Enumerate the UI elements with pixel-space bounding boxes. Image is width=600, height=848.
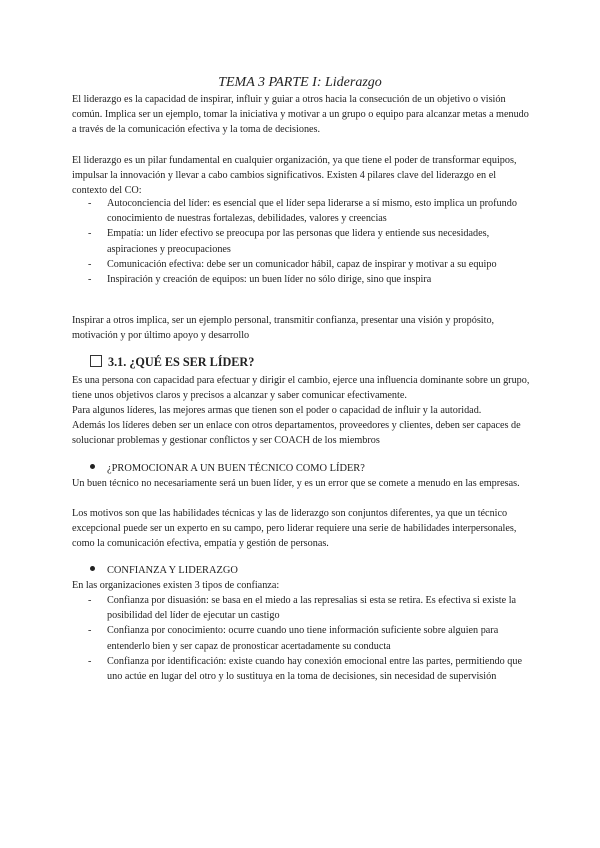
list-item: - Confianza por conocimiento: ocurre cuando uno tiene información suficiente sobre alguien para entenderlo bien y ser capaz de pronosticar acertadamente su conducta xyxy=(88,625,499,652)
intro-paragraph-2: El liderazgo es un pilar fundamental en cualquier organización, ya que tiene el poder de transformar equipos, impulsar la innovación y llevar a cabo cambios significativos. Existen 4 pilares clave del liderazgo en el contexto del CO: xyxy=(72,155,517,197)
list-item: - Empatía: un líder efectivo se preocupa por las personas que lidera y entiende sus necesidades, aspiraciones y preocupaciones xyxy=(88,228,490,255)
section-heading: 3.1. ¿QUÉ ES SER LÍDER? xyxy=(90,354,254,370)
intro-paragraph-1: El liderazgo es la capacidad de inspirar, influir y guiar a otros hacia la consecución de un objetivo o visión común. Implica ser un ejemplo, tomar la iniciativa y motivar a un grupo o equipo para alcanzar metas a menudo a través de la comunicación efectiva y la toma de decisiones. xyxy=(72,94,529,136)
section-paragraph-3: Además los líderes deben ser un enlace con otros departamentos, proveedores y clientes, deben ser capaces de solucionar problemas y gestionar conflictos y ser COACH de los miembros xyxy=(72,420,521,447)
promote-paragraph-1: Un buen técnico no necesariamente será un buen líder, y es un error que se comete a menudo en las empresas. xyxy=(72,478,520,489)
checkbox-icon xyxy=(90,355,102,367)
promote-heading: ¿PROMOCIONAR A UN BUEN TÉCNICO COMO LÍDER? xyxy=(90,461,365,476)
trust-intro: En las organizaciones existen 3 tipos de confianza: xyxy=(72,580,280,591)
promote-paragraph-2: Los motivos son que las habilidades técnicas y las de liderazgo son conjuntos diferentes, ya que un técnico excepcional puede ser un experto en su campo, pero liderar requiere una serie de habilidades interpersonales, como la comunicación efectiva, empatía y gestión de personas. xyxy=(72,508,517,550)
list-item: - Inspiración y creación de equipos: un buen líder no sólo dirige, sino que inspira xyxy=(88,274,432,286)
page-title: TEMA 3 PARTE I: Liderazgo xyxy=(218,75,382,90)
bullet-dot-icon xyxy=(90,464,95,469)
list-item: - Autoconciencia del líder: es esencial que el líder sepa liderarse a sí mismo, esto implica un profundo conocimiento de nuestras fortalezas, debilidades, valores y creencias xyxy=(88,198,517,225)
list-item: - Comunicación efectiva: debe ser un comunicador hábil, capaz de inspirar y motivar a su equipo xyxy=(88,258,497,270)
list-item: - Confianza por identificación: existe cuando hay conexión emocional entre las partes, permitiendo que uno actúe en lugar del otro y lo sustituya en la toma de decisiones, sin necesidad de supervisión xyxy=(88,655,522,683)
bullet-dot-icon xyxy=(90,566,95,571)
section-paragraph-1: Es una persona con capacidad para efectuar y dirigir el cambio, ejerce una influencia dominante sobre un grupo, tiene unos objetivos claros y precisos a alcanzar y saber comunicar efectivamente. xyxy=(72,375,530,402)
pillars-list xyxy=(88,196,528,287)
trust-heading: CONFIANZA Y LIDERAZGO xyxy=(90,563,238,578)
list-item: - Confianza por disuasión: se basa en el miedo a las represalias si esta se retira. Es efectiva si existe la posibilidad del líder de ejecutar un castigo xyxy=(88,595,517,622)
inspire-paragraph: Inspirar a otros implica, ser un ejemplo personal, transmitir confianza, presentar una visión y propósito, motivación y por último apoyo y desarrollo xyxy=(72,315,495,342)
section-paragraph-2: Para algunos líderes, las mejores armas que tienen son el poder o capacidad de influir y la autoridad. xyxy=(72,405,482,416)
trust-list xyxy=(88,593,528,684)
